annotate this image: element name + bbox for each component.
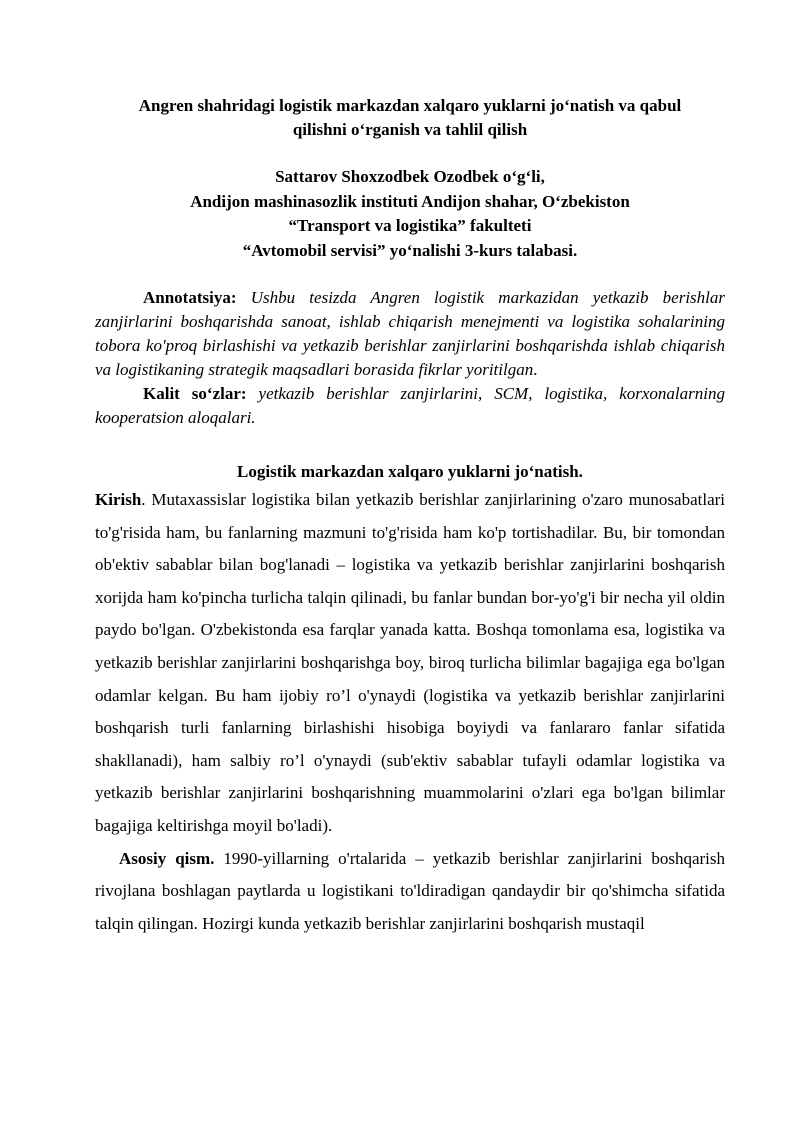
keywords-label: Kalit so‘zlar: (143, 384, 247, 403)
paper-title-line-2: qilishni o‘rganish va tahlil qilish (292, 120, 528, 139)
abstract-label: Annotatsiya: (143, 288, 237, 307)
abstract-text: Ushbu tesizda Angren logistik markazidan yetkazib berishlar zanjirlarini boshqarishda sanoat, ishlab chiqarish menejmenti va logistika sohalarining tobora ko'proq birlashishi va yetkazib berishlar zanjirlarini boshqarishda ishlab chiqarish va logistikaning strategik maqsadlari borasida fikrlar yoritilgan (95, 288, 726, 379)
section-heading: Logistik markazdan xalqaro yuklarni jo‘natish. (237, 462, 583, 481)
author-institution: Andijon mashinasozlik instituti Andijon shahar, O‘zbekiston (190, 191, 630, 211)
intro-text: . Mutaxassislar logistika bilan yetkazib berishlar zanjirlarining o'zaro munosabatlari to'g'risida ham, bu fanlarning mazmuni to'g'risida ham ko'p tortishadilar. Bu, bir tomondan ob'ektiv sabablar bilan bog'lanadi – logistika va yetkazib berishlar zanjirlarini boshqarish xorijda ham ko'pincha turlicha talqin qilinadi, bu fanlar bundan bor-yo'g'i bir necha yil oldin paydo bo'lgan. O'zbekistonda esa farqlar yanada katta. Boshqa tomonlama esa, logistika va yetkazib berishlar zanjirlarini boshqarishga boy, biroq turlicha bilimlar bagajiga ega bo'lgan odamlar kelgan. Bu ham ijobiy ro’l o'ynaydi (logistika va yetkazib berishlar zanjirlarini boshqarish turli fanlarning birlashishi hisobiga boyiydi va fanlararo fanlar sifatida shakllanadi), ham salbiy ro’l o'ynaydi (sub'ektiv sabablar tufayli odamlar logistika va yetkazib berishlar zanjirlarini boshqarishning muammolarini o'zlari ega bo'lgan bilimlar bagajiga keltirishga moyil bo'ladi). (95, 490, 725, 835)
author-program: “Avtomobil servisi” yo‘nalishi 3-kurs talabasi. (242, 240, 578, 260)
abstract-block (95, 286, 725, 430)
paper-title-line-1: Angren shahridagi logistik markazdan xalqaro yuklarni jo‘natish va qabul (138, 96, 682, 115)
main-paragraph (95, 843, 725, 941)
abstract-paragraph (95, 286, 725, 382)
abstract-end: . (533, 360, 538, 379)
author-block (95, 165, 725, 263)
intro-paragraph (95, 484, 725, 843)
main-text: 1990-yillarning o'rtalarida – yetkazib berishlar zanjirlarini boshqarish rivojlana boshlagan paytlarda u logistikani to'ldiradigan qandaydir bir qo'shimcha sifatida talqin qilingan. Hozirgi kunda yetkazib berishlar zanjirlarini boshqarish mustaqil (95, 848, 726, 933)
keywords-text: yetkazib berishlar zanjirlarini, SCM, logistika, korxonalarning kooperatsion aloqalari. (95, 384, 725, 427)
intro-label: Kirish (95, 490, 142, 509)
body-text (95, 484, 725, 940)
author-faculty: “Transport va logistika” fakulteti (288, 216, 532, 235)
keywords-paragraph (95, 382, 725, 430)
main-label: Asosiy qism. (119, 848, 215, 868)
author-name: Sattarov Shoxzodbek Ozodbek o‘g‘li, (275, 167, 545, 186)
paper-title (95, 94, 725, 142)
